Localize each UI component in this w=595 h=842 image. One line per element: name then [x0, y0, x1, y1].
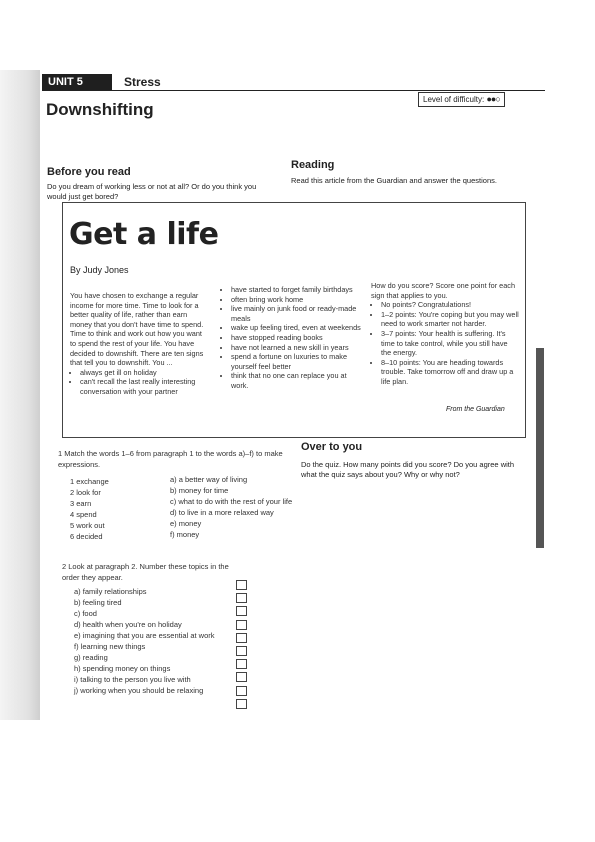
list-item: j) working when you should be relaxing [74, 686, 204, 695]
unit-section: Stress [124, 75, 161, 89]
article-source: From the Guardian [446, 406, 505, 413]
list-item: • have stopped reading books [231, 333, 361, 343]
list-item: a) family relationships [74, 587, 147, 596]
difficulty-indicator [418, 92, 505, 107]
list-item: • always get ill on holiday [80, 368, 208, 378]
answer-box[interactable] [236, 580, 247, 590]
list-item: 6 decided [70, 532, 103, 541]
list-item: h) spending money on things [74, 664, 171, 673]
answer-box[interactable] [236, 659, 247, 669]
list-item: g) reading [74, 653, 108, 662]
list-item: d) to live in a more relaxed way [170, 508, 274, 517]
list-item: • have not learned a new skill in years [231, 343, 361, 353]
list-item: f) learning new things [74, 642, 146, 651]
list-item: • No points? Congratulations! [381, 300, 519, 310]
exercise-1-words [70, 476, 160, 542]
before-you-read-text: Do you dream of working less or not at all? Or do you think you would just get bored? [47, 182, 257, 201]
list-item: b) money for time [170, 486, 229, 495]
list-item: 4 spend [70, 510, 97, 519]
list-item: • think that no one can replace you at work. [231, 371, 361, 390]
article-box [62, 202, 526, 438]
over-to-you-text: Do the quiz. How many points did you score? Do you agree with what the quiz says about you? Why or why not? [301, 460, 515, 479]
list-item: c) food [74, 609, 97, 618]
article-column-1 [70, 291, 208, 397]
answer-box[interactable] [236, 686, 247, 696]
list-item: 2 look for [70, 488, 101, 497]
reading-text: Read this article from the Guardian and answer the questions. [291, 176, 497, 185]
list-item: • live mainly on junk food or ready-made meals [231, 304, 361, 323]
list-item: • wake up feeling tired, even at weekends [231, 323, 361, 333]
answer-box[interactable] [236, 699, 247, 709]
list-item: • can't recall the last really interesting conversation with your partner [80, 377, 208, 396]
answer-box[interactable] [236, 672, 247, 682]
list-item: 5 work out [70, 521, 105, 530]
article-title: Get a life [69, 217, 219, 252]
list-item: 1 exchange [70, 477, 109, 486]
reading-heading: Reading [291, 159, 335, 171]
unit-label: UNIT 5 [42, 74, 112, 90]
article-column-3 [371, 281, 519, 387]
exercise-1-instruction: 1 Match the words 1–6 from paragraph 1 to the words a)–f) to make expressions. [58, 449, 283, 469]
list-item: c) what to do with the rest of your life [170, 497, 293, 506]
before-you-read-heading: Before you read [47, 166, 131, 178]
article-paragraph-1: You have chosen to exchange a regular income for more time. Time to look for a better quality of life, rather than earn money that you don't have time to spend. Time to think and work out how you want to spend the rest of your life. You have decided to downshift. There are ten signs that tell you to downshift. You ... [70, 291, 204, 368]
unit-header [42, 74, 545, 91]
list-item: • 3–7 points: Your health is suffering. It's time to take control, while you still have the energy. [381, 329, 519, 358]
answer-boxes [236, 580, 247, 712]
answer-box[interactable] [236, 646, 247, 656]
list-item: f) money [170, 530, 200, 539]
list-item: • spend a fortune on luxuries to make yourself feel better [231, 352, 361, 371]
list-item: • often bring work home [231, 295, 361, 305]
over-to-you-heading: Over to you [301, 441, 363, 453]
scan-shadow [0, 70, 40, 720]
list-item: d) health when you're on holiday [74, 620, 182, 629]
difficulty-dots-icon: ●●○ [486, 94, 500, 104]
exercise-2-topics [74, 586, 234, 696]
list-item: i) talking to the person you live with [74, 675, 191, 684]
list-item: • 8–10 points: You are heading towards trouble. Take tomorrow off and draw up a life plan. [381, 358, 519, 387]
exercise-2-instruction: 2 Look at paragraph 2. Number these topics in the order they appear. [62, 562, 229, 582]
page-edge-bar [536, 348, 544, 548]
answer-box[interactable] [236, 606, 247, 616]
list-item: b) feeling tired [74, 598, 122, 607]
list-item: 3 earn [70, 499, 92, 508]
article-byline: By Judy Jones [70, 265, 129, 275]
page-title: Downshifting [46, 100, 154, 119]
list-item: e) money [170, 519, 202, 528]
difficulty-label: Level of difficulty: [423, 95, 485, 104]
list-item: a) a better way of living [170, 475, 248, 484]
article-column-2 [221, 285, 361, 391]
answer-box[interactable] [236, 633, 247, 643]
list-item: • 1–2 points: You're coping but you may well need to work smarter not harder. [381, 310, 519, 329]
answer-box[interactable] [236, 593, 247, 603]
list-item: e) imagining that you are essential at work [74, 631, 215, 640]
exercise-1-matches [170, 474, 295, 540]
answer-box[interactable] [236, 620, 247, 630]
article-score-intro: How do you score? Score one point for each sign that applies to you. [371, 281, 515, 300]
list-item: • have started to forget family birthdays [231, 285, 361, 295]
